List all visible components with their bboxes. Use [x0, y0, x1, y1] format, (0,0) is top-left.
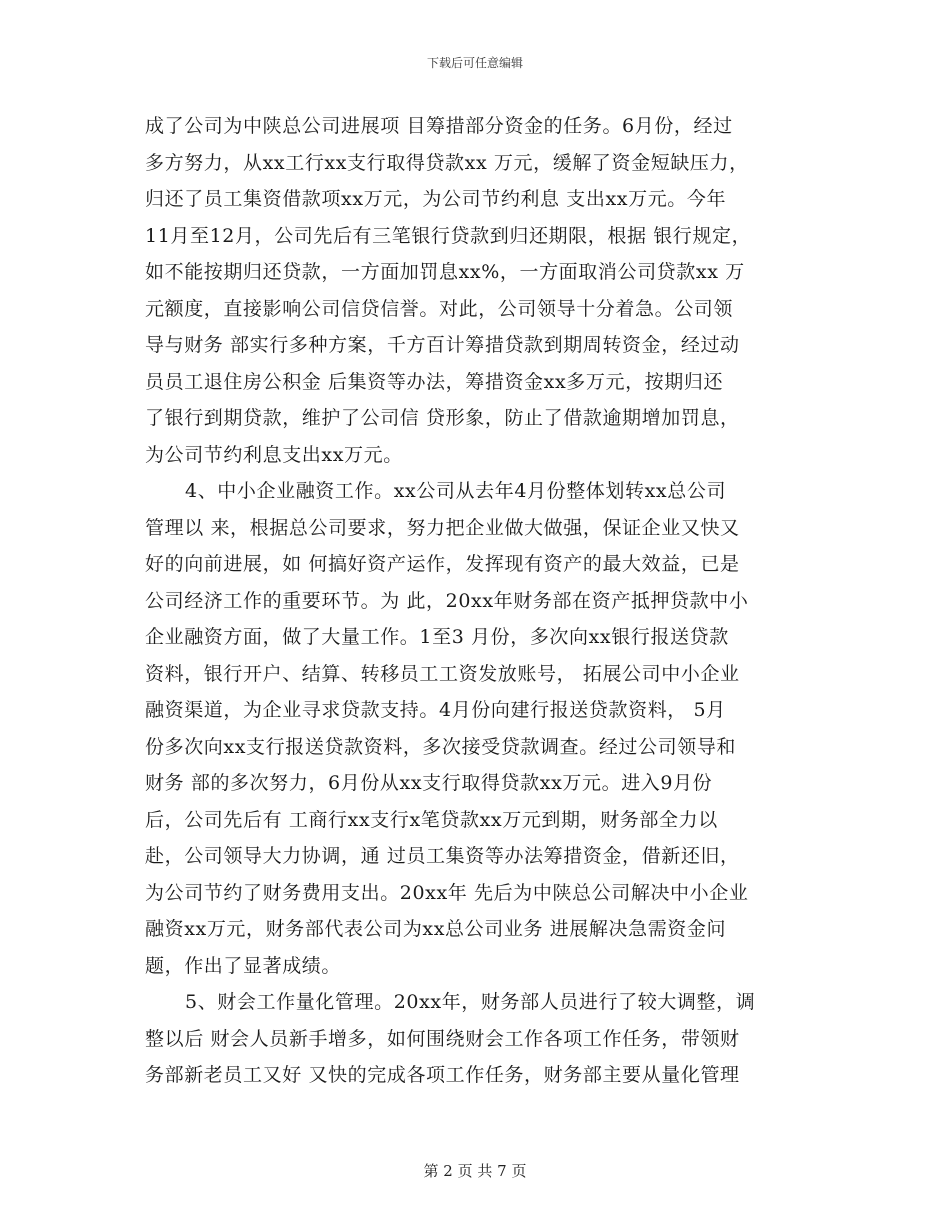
body-line: 公司经济工作的重要环节。为 此，20xx年财务部在资产抵押贷款中小	[145, 589, 749, 612]
page-footer: 第 2 页 共 7 页	[423, 1162, 527, 1180]
body-line: 题，作出了显著成绩。	[145, 954, 342, 977]
paragraph-start-line: 4、中小企业融资工作。xx公司从去年4月份整体划转xx总公司	[185, 480, 727, 502]
body-line: 元额度，直接影响公司信贷信誉。对此，公司领导十分着急。公司领	[145, 297, 734, 320]
body-line: 归还了员工集资借款项xx万元，为公司节约利息 支出xx万元。今年	[145, 188, 727, 210]
body-line: 好的向前进展，如 何搞好资产运作，发挥现有资产的最大效益，已是	[145, 553, 740, 575]
body-line: 成了公司为中陕总公司进展项 目筹措部分资金的任务。6月份，经过	[145, 115, 733, 137]
body-line: 务部新老员工又好 又快的完成各项工作任务，财务部主要从量化管理	[145, 1064, 740, 1086]
body-line: 融资渠道，为企业寻求贷款支持。4月份向建行报送贷款资料， 5月	[145, 699, 726, 721]
body-line: 11月至12月，公司先后有三笔银行贷款到归还期限，根据 银行规定，	[145, 224, 752, 247]
body-line: 后，公司先后有 工商行xx支行x笔贷款xx万元到期，财务部全力以	[145, 808, 718, 831]
body-line: 份多次向xx支行报送贷款资料，多次接受贷款调查。经过公司领导和	[145, 735, 737, 758]
body-line: 导与财务 部实行多种方案，千方百计筹措贷款到期周转资金，经过动	[145, 334, 740, 356]
document-body	[145, 108, 810, 1094]
body-line: 员员工退住房公积金 后集资等办法，筹措资金xx多万元，按期归还	[145, 370, 724, 393]
body-line: 了银行到期贷款，维护了公司信 贷形象，防止了借款逾期增加罚息，	[145, 407, 740, 429]
page-header: 下载后可任意编辑	[426, 56, 523, 70]
body-line: 如不能按期归还贷款，一方面加罚息xx%，一方面取消公司贷款xx 万	[145, 261, 745, 283]
body-line: 为公司节约了财务费用支出。20xx年 先后为中陕总公司解决中小企业	[145, 881, 749, 904]
paragraph-start-line: 5、财会工作量化管理。20xx年，财务部人员进行了较大调整，调	[185, 991, 756, 1013]
body-line: 资料，银行开户、结算、转移员工工资发放账号， 拓展公司中小企业	[145, 662, 740, 685]
body-line: 整以后 财会人员新手增多，如何围绕财会工作各项工作任务，带领财	[145, 1027, 740, 1050]
body-line: 融资xx万元，财务部代表公司为xx总公司业务 进展解决急需资金问	[145, 918, 727, 940]
body-line: 财务 部的多次努力，6月份从xx支行取得贷款xx万元。进入9月份	[145, 772, 713, 794]
body-line: 赴，公司领导大力协调，通 过员工集资等办法筹措资金，借新还旧，	[145, 845, 740, 867]
body-line: 管理以 来，根据总公司要求，努力把企业做大做强，保证企业又快又	[145, 516, 740, 539]
body-line: 为公司节约利息支出xx万元。	[145, 443, 403, 466]
body-line: 多方努力，从xx工行xx支行取得贷款xx 万元，缓解了资金短缺压力，	[145, 151, 749, 174]
body-line: 企业融资方面，做了大量工作。1至3 月份，多次向xx银行报送贷款	[145, 626, 729, 648]
